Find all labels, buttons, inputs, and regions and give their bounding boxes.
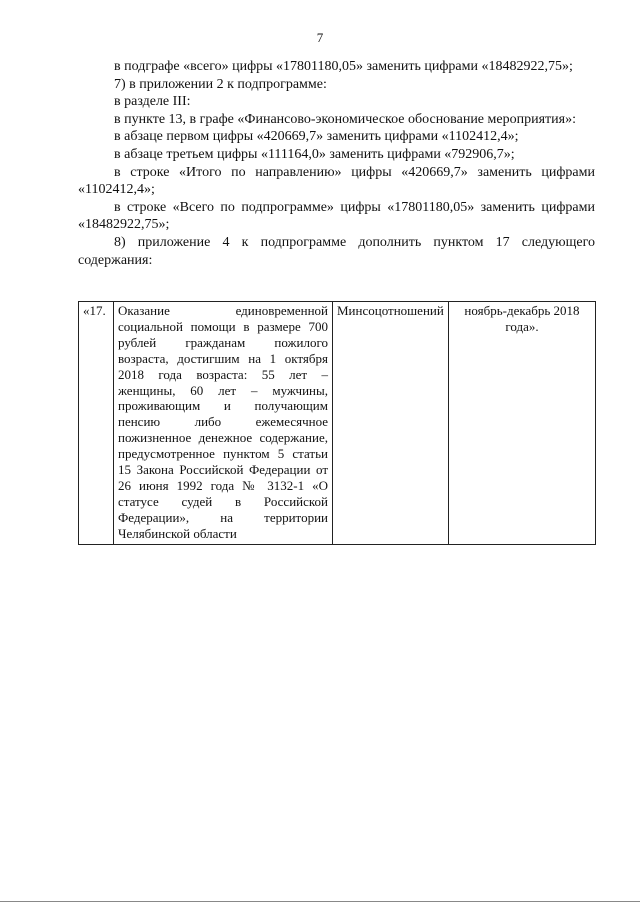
term-cell: ноябрь-декабрь 2018 года». (449, 302, 596, 545)
executor-cell: Минсоцотношений (333, 302, 449, 545)
description-cell: Оказание единовременной социальной помощи в размере 700 рублей гражданам пожилого возраста, достигшим на 1 октября 2018 года возраста: 55 лет – женщины, 60 лет – мужчины, проживающим и получающим пенсию либо ежемесячное пожизненное денежное содержание, предусмотренное пунктом 5 статьи 15 Закона Российской Федерации от 26 июня 1992 года № 3132-1 «О статусе судей в Российской Федерации», на территории Челябинской области (114, 302, 333, 545)
paragraph-total-subprogram: в строке «Всего по подпрограмме» цифры «17801180,05» заменить цифрами «18482922,75»; (78, 199, 595, 233)
document-body (78, 58, 595, 269)
paragraph-first-abstract: в абзаце первом цифры «420669,7» заменить цифрами «1102412,4»; (114, 129, 519, 145)
page-number: 7 (316, 30, 324, 45)
paragraph-appendix-4: 8) приложение 4 к подпрограмме дополнить пунктом 17 следующего содержания: (78, 234, 595, 268)
paragraph-third-abstract: в абзаце третьем цифры «111164,0» заменить цифрами «792906,7»; (114, 146, 515, 162)
paragraph-section-3: в разделе III: (114, 94, 191, 110)
paragraph-total-direction: в строке «Итого по направлению» цифры «420669,7» заменить цифрами «1102412,4»; (78, 164, 595, 198)
measures-table (78, 301, 596, 545)
paragraph-appendix-2: 7) в приложении 2 к подпрограмме: (114, 76, 327, 92)
page-bottom-edge (0, 901, 640, 902)
row-number-cell: «17. (79, 302, 114, 545)
paragraph-item-13: в пункте 13, в графе «Финансово-экономическое обоснование мероприятия»: (114, 111, 576, 127)
paragraph-subgraph-total: в подграфе «всего» цифры «17801180,05» заменить цифрами «18482922,75»; (114, 59, 573, 74)
table-row (79, 302, 596, 545)
